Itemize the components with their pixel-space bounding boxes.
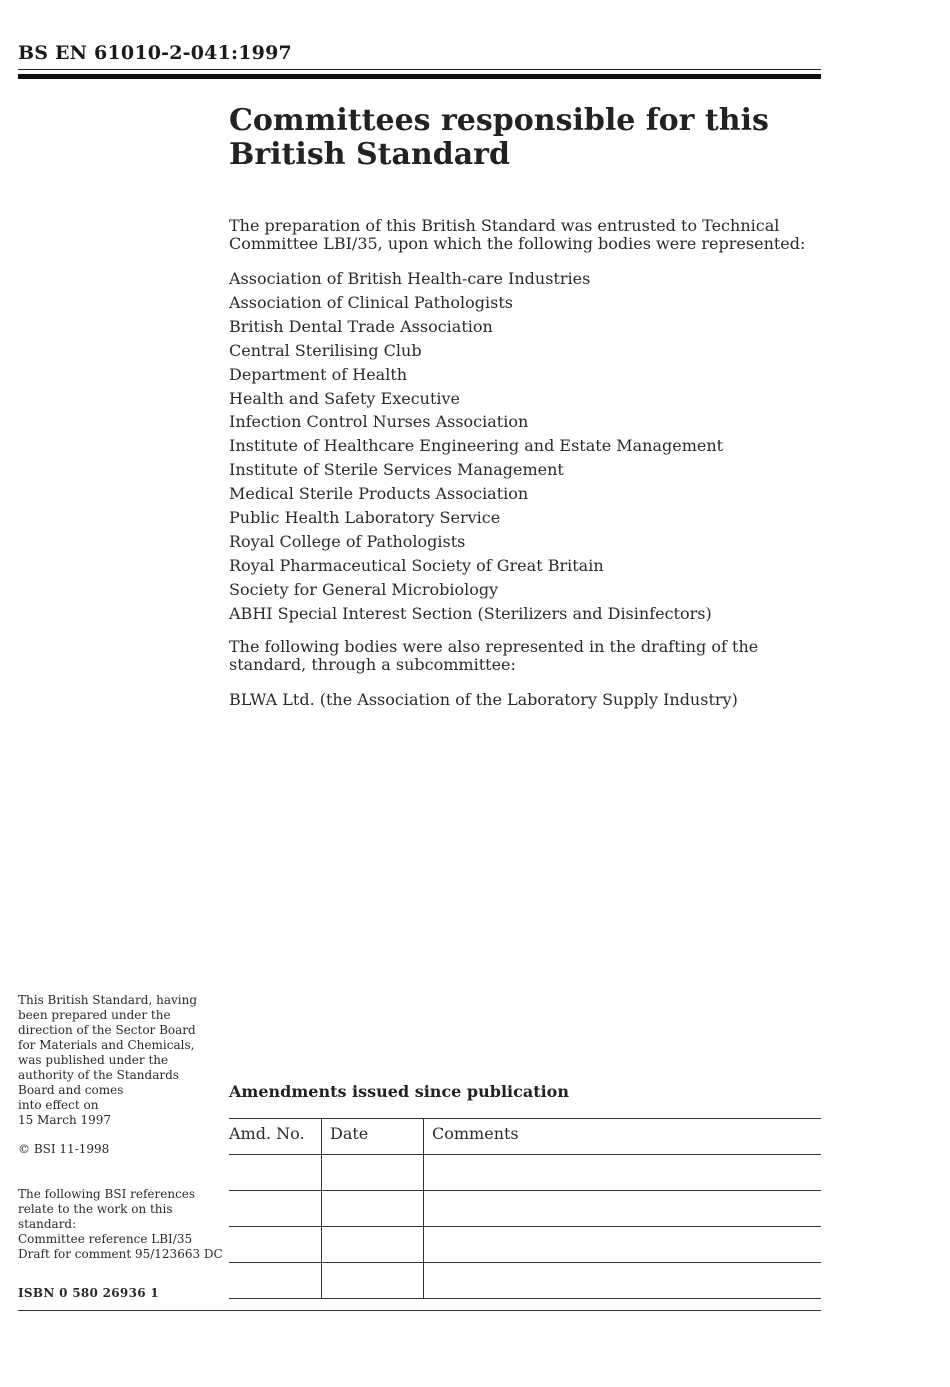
header-thin-rule — [18, 69, 821, 70]
committee-section — [229, 217, 829, 709]
column-header-date: Date — [322, 1119, 424, 1155]
table-cell — [322, 1263, 424, 1299]
table-cell — [229, 1191, 322, 1227]
publication-statement — [18, 993, 223, 1128]
table-cell — [229, 1263, 322, 1299]
bsi-references — [18, 1187, 223, 1262]
represented-bodies-list — [229, 267, 829, 626]
list-item: Institute of Healthcare Engineering and Estate Management — [229, 436, 724, 456]
isbn: ISBN 0 580 26936 1 — [18, 1286, 159, 1300]
publication-line: authority of the Standards — [18, 1068, 179, 1082]
table-cell — [424, 1191, 822, 1227]
header-thick-rule — [18, 74, 821, 79]
list-item: Royal College of Pathologists — [229, 531, 466, 551]
publication-line: Board and comes — [18, 1083, 124, 1097]
list-item: Association of Clinical Pathologists — [229, 292, 513, 312]
publication-line: 15 March 1997 — [18, 1113, 112, 1127]
publication-line: been prepared under the — [18, 1008, 171, 1022]
column-header-comments: Comments — [424, 1119, 822, 1155]
footer-rule — [18, 1310, 821, 1311]
copyright-notice: © BSI 11-1998 — [18, 1142, 110, 1156]
amendments-title: Amendments issued since publication — [229, 1082, 569, 1101]
list-item: ABHI Special Interest Section (Sterilizers and Disinfectors) — [229, 603, 712, 623]
list-item: Health and Safety Executive — [229, 388, 461, 408]
table-cell — [322, 1155, 424, 1191]
document-id: BS EN 61010-2-041:1997 — [18, 42, 292, 64]
list-item: Department of Health — [229, 364, 408, 384]
reference-line: The following BSI references — [18, 1187, 196, 1201]
column-header-amd-no: Amd. No. — [229, 1119, 322, 1155]
list-item: Public Health Laboratory Service — [229, 508, 501, 528]
list-item: Royal Pharmaceutical Society of Great Britain — [229, 555, 604, 575]
table-cell — [424, 1263, 822, 1299]
table-row — [229, 1191, 821, 1227]
publication-line: direction of the Sector Board — [18, 1023, 196, 1037]
reference-line: standard: — [18, 1217, 77, 1231]
list-item: British Dental Trade Association — [229, 316, 493, 336]
publication-sidebar — [18, 993, 223, 1301]
table-cell — [322, 1191, 424, 1227]
list-item: Institute of Sterile Services Management — [229, 460, 564, 480]
reference-line: Draft for comment 95/123663 DC — [18, 1247, 223, 1261]
table-row — [229, 1227, 821, 1263]
reference-line: relate to the work on this — [18, 1202, 173, 1216]
drafting-body: BLWA Ltd. (the Association of the Laboratory Supply Industry) — [229, 689, 738, 709]
drafting-note: The following bodies were also represented in the drafting of the standard, through a subcommittee: — [229, 636, 759, 674]
list-item: Infection Control Nurses Association — [229, 412, 529, 432]
title-line-1: Committees responsible for this — [229, 103, 769, 138]
table-cell — [229, 1155, 322, 1191]
list-item: Medical Sterile Products Association — [229, 484, 529, 504]
table-cell — [424, 1227, 822, 1263]
list-item: Association of British Health-care Industries — [229, 269, 591, 288]
table-cell — [229, 1227, 322, 1263]
amendments-table — [229, 1118, 821, 1299]
reference-line: Committee reference LBI/35 — [18, 1232, 193, 1246]
publication-line: into effect on — [18, 1098, 99, 1112]
page-title — [229, 104, 769, 172]
publication-line: for Materials and Chemicals, — [18, 1038, 195, 1052]
publication-line: was published under the — [18, 1053, 169, 1067]
list-item: Society for General Microbiology — [229, 579, 499, 599]
list-item: Central Sterilising Club — [229, 340, 422, 360]
table-cell — [424, 1155, 822, 1191]
table-header-row — [229, 1119, 821, 1155]
table-cell — [322, 1227, 424, 1263]
table-row — [229, 1155, 821, 1191]
table-row — [229, 1263, 821, 1299]
intro-paragraph: The preparation of this British Standard was entrusted to Technical Committee LBI/35, upon which the following bodies were represented: — [229, 216, 806, 253]
publication-line: This British Standard, having — [18, 993, 198, 1007]
title-line-2: British Standard — [229, 137, 510, 172]
